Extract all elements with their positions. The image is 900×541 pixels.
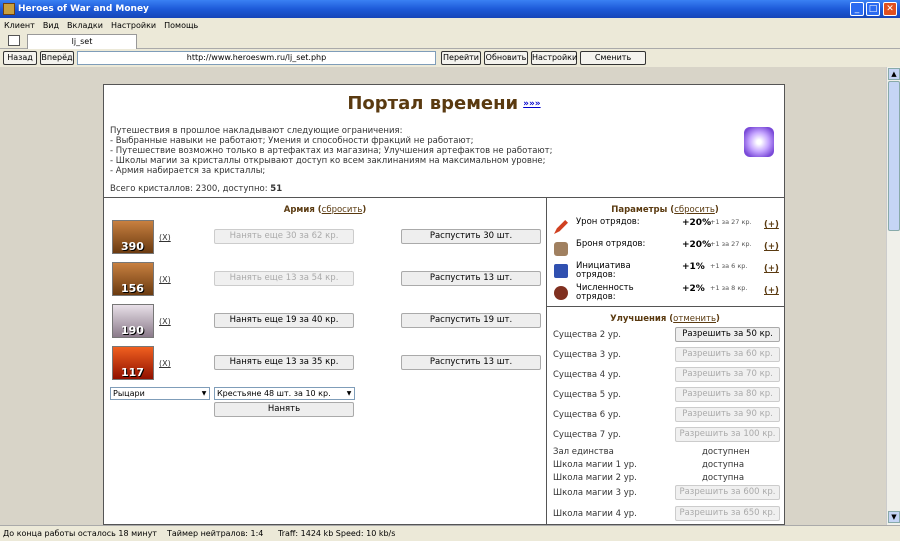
- refresh-button[interactable]: Обновить: [484, 51, 528, 65]
- param-value: +2%: [682, 284, 705, 294]
- menu-help[interactable]: Помощь: [164, 20, 199, 30]
- upgrades-cancel-link[interactable]: отменить: [673, 314, 717, 324]
- traffic-info: Traff: 1424 kb Speed: 10 kb/s: [278, 529, 396, 538]
- params-reset-link[interactable]: сбросить: [674, 205, 715, 215]
- page-title: [104, 93, 784, 114]
- param-cost: +1 за 8 кр.: [710, 284, 748, 292]
- dismiss-button[interactable]: Распустить 30 шт.: [401, 229, 541, 244]
- remove-unit-link[interactable]: (X): [159, 359, 171, 368]
- params-title: Параметры: [611, 205, 668, 215]
- menu-client[interactable]: Клиент: [4, 20, 35, 30]
- param-label: Инициатива отрядов:: [576, 261, 631, 280]
- nav-bar: [0, 49, 900, 67]
- divider: [546, 306, 784, 307]
- unit-portrait: [112, 304, 154, 338]
- hire-button[interactable]: Нанять: [214, 402, 354, 417]
- back-button[interactable]: Назад: [3, 51, 37, 65]
- settings-button[interactable]: Настройки: [531, 51, 577, 65]
- param-cost: +1 за 6 кр.: [710, 262, 748, 270]
- new-tab-icon[interactable]: [8, 35, 20, 46]
- remove-unit-link[interactable]: (X): [159, 233, 171, 242]
- crystal-icon: [744, 127, 774, 157]
- restriction-line: - Выбранные навыки не работают; Умения и способности фракций не работают;: [110, 136, 474, 146]
- restriction-line: - Школы магии за кристаллы открывают доступ ко всем заклинаниям на максимальном уровне;: [110, 156, 546, 166]
- upgrade-label: Существа 6 ур.: [553, 410, 621, 420]
- param-plus-link[interactable]: (+): [764, 242, 779, 252]
- upgrade-label: Существа 2 ур.: [553, 330, 621, 340]
- dropdown-arrow-icon: ▼: [201, 390, 207, 397]
- scroll-up-icon[interactable]: ▲: [888, 68, 900, 80]
- param-plus-link[interactable]: (+): [764, 220, 779, 230]
- title-bar: [0, 0, 900, 18]
- scrollbar-thumb[interactable]: [888, 81, 900, 231]
- remove-unit-link[interactable]: (X): [159, 275, 171, 284]
- switch-player-button[interactable]: Сменить: [580, 51, 646, 65]
- crystals-info: [110, 184, 282, 194]
- unit-count: 190: [121, 324, 144, 337]
- allow-button[interactable]: Разрешить за 90 кр.: [675, 407, 780, 422]
- portal-panel: [103, 84, 785, 525]
- menu-bar: [0, 18, 900, 32]
- more-link[interactable]: »»»: [523, 99, 541, 109]
- status-bar: [0, 525, 900, 541]
- scroll-down-icon[interactable]: ▼: [888, 511, 900, 523]
- initiative-icon: [554, 264, 568, 278]
- allow-button[interactable]: Разрешить за 80 кр.: [675, 387, 780, 402]
- unit-portrait: [112, 220, 154, 254]
- armor-icon: [554, 242, 568, 256]
- allow-button[interactable]: Разрешить за 60 кр.: [675, 347, 780, 362]
- param-value: +20%: [682, 240, 712, 250]
- minimize-button[interactable]: _: [850, 2, 864, 16]
- upgrade-label: Школа магии 4 ур.: [553, 509, 637, 519]
- allow-button[interactable]: Разрешить за 70 кр.: [675, 367, 780, 382]
- menu-tabs[interactable]: Вкладки: [67, 20, 103, 30]
- upgrade-status: доступна: [702, 473, 745, 483]
- upgrade-status: доступнен: [702, 447, 750, 457]
- crystals-available: 51: [270, 184, 283, 194]
- window-title: Heroes of War and Money: [18, 4, 149, 14]
- url-input[interactable]: http://www.heroeswm.ru/lj_set.php: [77, 51, 436, 65]
- param-value: +20%: [682, 218, 712, 228]
- upgrades-header: Улучшения (отменить): [610, 314, 720, 324]
- go-button[interactable]: Перейти: [441, 51, 481, 65]
- hire-more-button[interactable]: Нанять еще 13 за 35 кр.: [214, 355, 354, 370]
- work-time-left: До конца работы осталось 18 минут: [3, 529, 157, 538]
- param-row: [554, 284, 784, 302]
- upgrade-label: Существа 4 ур.: [553, 370, 621, 380]
- dismiss-button[interactable]: Распустить 13 шт.: [401, 355, 541, 370]
- param-label: Броня отрядов:: [576, 239, 646, 249]
- param-cost: +1 за 27 кр.: [710, 218, 752, 226]
- upgrade-label: Зал единства: [553, 447, 614, 457]
- allow-button[interactable]: Разрешить за 50 кр.: [675, 327, 780, 342]
- restriction-line: Путешествия в прошлое накладывают следующие ограничения:: [110, 126, 403, 136]
- allow-button[interactable]: Разрешить за 600 кр.: [675, 485, 780, 500]
- param-label: Численность отрядов:: [576, 283, 634, 302]
- faction-select[interactable]: [110, 387, 210, 400]
- upgrade-label: Существа 3 ур.: [553, 350, 621, 360]
- param-row: [554, 240, 784, 258]
- tab-lj-set[interactable]: lj_set: [27, 34, 137, 49]
- restriction-line: - Армия набирается за кристаллы;: [110, 166, 266, 176]
- allow-button[interactable]: Разрешить за 650 кр.: [675, 506, 780, 521]
- menu-view[interactable]: Вид: [42, 20, 60, 30]
- divider: [104, 197, 784, 198]
- restriction-line: - Путешествие возможно только в артефактах из магазина; Улучшения артефактов не работают;: [110, 146, 553, 156]
- unit-count: 117: [121, 366, 144, 379]
- dropdown-arrow-icon: ▼: [346, 390, 352, 397]
- param-cost: +1 за 27 кр.: [710, 240, 752, 248]
- param-plus-link[interactable]: (+): [764, 264, 779, 274]
- vertical-scrollbar[interactable]: [886, 67, 900, 525]
- menu-settings[interactable]: Настройки: [110, 20, 157, 30]
- dismiss-button[interactable]: Распустить 13 шт.: [401, 271, 541, 286]
- hire-more-button[interactable]: Нанять еще 13 за 54 кр.: [214, 271, 354, 286]
- upgrade-status: доступна: [702, 460, 745, 470]
- unit-portrait: [112, 262, 154, 296]
- upgrades-title: Улучшения: [610, 314, 667, 324]
- unit-select[interactable]: [214, 387, 355, 400]
- allow-button[interactable]: Разрешить за 100 кр.: [675, 427, 780, 442]
- remove-unit-link[interactable]: (X): [159, 317, 171, 326]
- army-title: Армия: [283, 205, 315, 215]
- param-row: [554, 218, 784, 236]
- unit-count: 390: [121, 240, 144, 253]
- dismiss-button[interactable]: Распустить 19 шт.: [401, 313, 541, 328]
- divider: [546, 197, 547, 525]
- sword-icon: [554, 220, 568, 234]
- upgrade-label: Существа 5 ур.: [553, 390, 621, 400]
- params-header: Параметры (сбросить): [611, 205, 719, 215]
- hire-more-button[interactable]: Нанять еще 30 за 62 кр.: [214, 229, 354, 244]
- portal-header: [104, 85, 784, 197]
- upgrade-label: Школа магии 2 ур.: [553, 473, 637, 483]
- troops-icon: [554, 286, 568, 300]
- param-plus-link[interactable]: (+): [764, 286, 779, 296]
- param-value: +1%: [682, 262, 705, 272]
- neutral-timer: Таймер нейтралов: 1:4: [167, 529, 264, 538]
- upgrade-label: Школа магии 1 ур.: [553, 460, 637, 470]
- restrictions-text: [110, 126, 730, 176]
- upgrade-label: Школа магии 3 ур.: [553, 488, 637, 498]
- unit-select-value: Крестьяне 48 шт. за 10 кр.: [217, 389, 331, 398]
- app-icon: [3, 3, 15, 15]
- army-reset-link[interactable]: сбросить: [321, 205, 363, 215]
- faction-select-value: Рыцари: [113, 389, 145, 398]
- unit-portrait: [112, 346, 154, 380]
- army-header: Армия (сбросить): [283, 205, 367, 215]
- param-label: Урон отрядов:: [576, 217, 640, 227]
- param-row: [554, 262, 784, 280]
- upgrade-label: Существа 7 ур.: [553, 430, 621, 440]
- close-button[interactable]: ✕: [883, 2, 897, 16]
- unit-count: 156: [121, 282, 144, 295]
- forward-button[interactable]: Вперёд: [40, 51, 74, 65]
- maximize-button[interactable]: □: [866, 2, 880, 16]
- portal-title-text: Портал времени: [347, 93, 519, 114]
- hire-more-button[interactable]: Нанять еще 19 за 40 кр.: [214, 313, 354, 328]
- tab-bar: [0, 32, 900, 49]
- crystals-label: Всего кристаллов: 2300, доступно:: [110, 184, 271, 194]
